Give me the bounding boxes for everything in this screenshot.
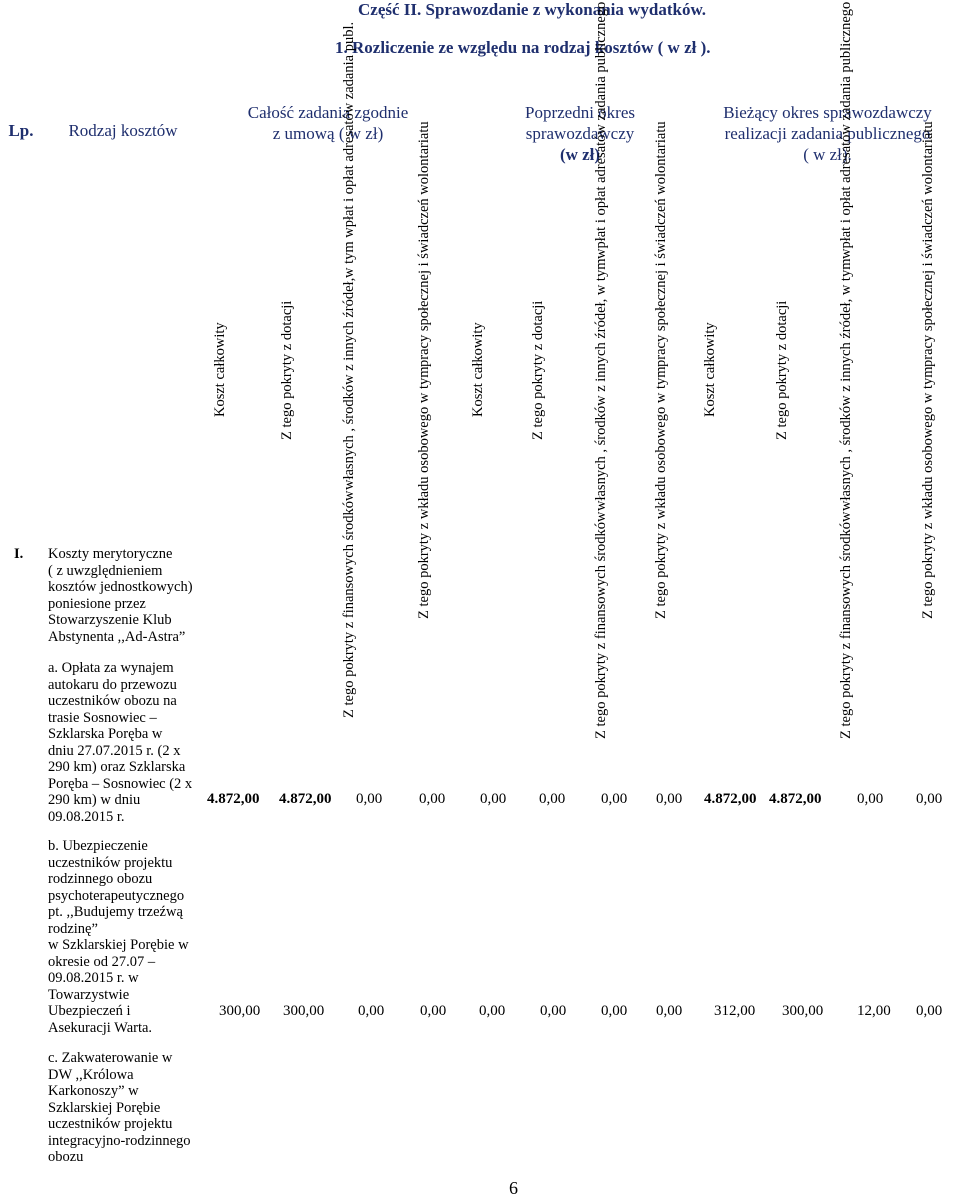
column-header-line: wpłat i opłat adresatów zadania publicznego <box>838 1 854 259</box>
row-b-value: 0,00 <box>601 1003 628 1019</box>
row-a-line: 290 km) w dniu <box>48 792 141 808</box>
header-poprzedni-line: (w zł) <box>559 145 601 164</box>
page-number: 6 <box>509 1178 518 1198</box>
column-header <box>593 1 609 739</box>
header-biezacy <box>700 102 955 165</box>
row-a-line: uczestników obozu na <box>48 693 177 709</box>
column-header-line: w tym wpłat i opłat adresatów zadania publ. <box>341 22 357 279</box>
row-a-value: 4.872,00 <box>704 791 757 807</box>
header-poprzedni-line: Poprzedni okres <box>524 103 635 122</box>
column-header <box>470 222 486 518</box>
column-header <box>774 222 790 518</box>
row-b-line: pt. ,,Budujemy trzeźwą <box>48 904 183 920</box>
row-b-line: Asekuracji Warta. <box>48 1019 153 1036</box>
column-header-line: własnych , środków z innych źródeł, <box>341 278 357 491</box>
column-header <box>416 120 432 620</box>
row-a-line: trasie Sosnowiec – <box>48 709 157 726</box>
column-header-line: Z tego pokryty z wkładu osobowego w tym <box>920 366 936 620</box>
column-header-line: Koszt całkowity <box>212 322 228 418</box>
row-b-line: rodzinę” <box>48 920 98 937</box>
column-header-line: pracy społecznej i świadczeń wolontariatu <box>653 120 669 367</box>
row-a-value: 0,00 <box>857 791 884 807</box>
section-description <box>48 546 208 645</box>
section-line: poniesione przez <box>48 595 146 612</box>
row-a-value: 0,00 <box>419 791 446 807</box>
row-a-value: 0,00 <box>916 791 943 807</box>
row-b-line: 09.08.2015 r. w <box>48 970 139 986</box>
column-header-line: Koszt całkowity <box>702 322 718 418</box>
row-a-line: a. Opłata za wynajem <box>48 660 174 676</box>
row-b-value: 0,00 <box>479 1003 506 1019</box>
row-a-value: 4.872,00 <box>769 791 822 807</box>
column-header <box>341 22 357 718</box>
row-a-line: Poręba – Sosnowiec (2 x <box>48 775 193 792</box>
header-biezacy-line: ( w zł). <box>803 145 852 164</box>
column-header-line: Z tego pokryty z dotacji <box>530 300 546 440</box>
row-a-value: 0,00 <box>356 791 383 807</box>
column-header <box>702 222 718 518</box>
row-a-value: 0,00 <box>480 791 507 807</box>
row-b-line: uczestników projektu <box>48 854 173 871</box>
section-subtitle: 1. Rozliczenie ze względu na rodzaj kosztów ( w zł ). <box>335 38 711 57</box>
section-line: Stowarzyszenie Klub <box>48 612 172 628</box>
header-poprzedni-line: sprawozdawczy <box>525 124 635 143</box>
column-header <box>279 222 295 518</box>
column-header <box>838 1 854 739</box>
row-c-line: DW ,,Królowa <box>48 1066 134 1083</box>
column-header-line: własnych , środków z innych źródeł, w tym <box>593 258 609 512</box>
row-b-value: 300,00 <box>283 1003 325 1019</box>
column-header-line: pracy społecznej i świadczeń wolontariatu <box>920 120 936 367</box>
row-b-line: psychoterapeutycznego <box>48 887 185 904</box>
column-header-line: Koszt całkowity <box>470 322 486 418</box>
section-lp: I. <box>14 546 24 562</box>
row-a-line: autokaru do przewozu <box>48 676 177 693</box>
header-calosc <box>208 102 448 144</box>
row-c-line: Karkonoszy” w <box>48 1083 139 1099</box>
row-b-line: rodzinnego obozu <box>48 871 153 887</box>
row-a-line: dniu 27.07.2015 r. (2 x <box>48 742 181 759</box>
row-b-line: okresie od 27.07 – <box>48 953 156 970</box>
row-b-line: b. Ubezpieczenie <box>48 838 148 854</box>
header-rodzaj: Rodzaj kosztów <box>68 121 178 140</box>
row-b-line: Towarzystwie <box>48 986 130 1003</box>
row-c-line: uczestników projektu <box>48 1116 173 1132</box>
row-b-value: 0,00 <box>916 1003 943 1019</box>
column-header <box>530 222 546 518</box>
section-line: ( z uwzględnieniem <box>48 562 163 579</box>
section-line: Abstynenta ,,Ad-Astra” <box>48 628 186 645</box>
page-title: Część II. Sprawozdanie z wykonania wydatków. <box>358 0 707 19</box>
row-c-line: Szklarskiej Porębie <box>48 1099 161 1116</box>
column-header-line: wpłat i opłat adresatów zadania publicznego <box>593 1 609 259</box>
column-header-line: Z tego pokryty z dotacji <box>774 300 790 440</box>
column-header-line: własnych , środków z innych źródeł, w tym <box>838 258 854 512</box>
row-c-line: c. Zakwaterowanie w <box>48 1050 173 1066</box>
row-b-description <box>48 838 210 1036</box>
row-a-line: 290 km) oraz Szklarska <box>48 759 186 775</box>
header-biezacy-line: realizacji zadania publicznego <box>724 124 931 143</box>
row-b-value: 0,00 <box>358 1003 385 1019</box>
row-a-line: Szklarska Poręba w <box>48 726 163 742</box>
header-calosc-line: z umową ( w zł) <box>272 124 384 143</box>
column-header-line: Z tego pokryty z wkładu osobowego w tym <box>416 366 432 620</box>
row-b-line: w Szklarskiej Porębie w <box>48 937 189 953</box>
column-header-line: Z tego pokryty z finansowych środków <box>838 511 854 739</box>
row-b-value: 300,00 <box>219 1003 261 1019</box>
row-b-value: 0,00 <box>420 1003 447 1019</box>
row-c-line: obozu <box>48 1149 84 1165</box>
column-header <box>920 120 936 620</box>
row-a-value: 4.872,00 <box>207 791 260 807</box>
header-calosc-line: Całość zadania zgodnie <box>247 103 409 122</box>
section-line: Koszty merytoryczne <box>48 546 173 562</box>
column-header-line: Z tego pokryty z wkładu osobowego w tym <box>653 366 669 620</box>
column-header-line: Z tego pokryty z dotacji <box>279 300 295 440</box>
row-a-value: 0,00 <box>601 791 628 807</box>
row-c-description <box>48 1050 210 1166</box>
column-header-line: Z tego pokryty z finansowych środków <box>593 511 609 739</box>
header-biezacy-line: Bieżący okres sprawozdawczy <box>723 103 932 122</box>
section-line: kosztów jednostkowych) <box>48 579 193 595</box>
row-a-line: 09.08.2015 r. <box>48 808 125 825</box>
row-b-value: 300,00 <box>782 1003 824 1019</box>
row-a-value: 4.872,00 <box>279 791 332 807</box>
column-header-line: pracy społecznej i świadczeń wolontariatu <box>416 120 432 367</box>
row-b-value: 0,00 <box>656 1003 683 1019</box>
row-c-line: integracyjno-rodzinnego <box>48 1132 191 1149</box>
header-lp: Lp. <box>8 121 34 140</box>
row-a-description <box>48 660 210 825</box>
row-a-value: 0,00 <box>656 791 683 807</box>
row-b-value: 12,00 <box>857 1003 891 1019</box>
row-b-line: Ubezpieczeń i <box>48 1003 131 1019</box>
row-a-value: 0,00 <box>539 791 566 807</box>
column-header <box>653 120 669 620</box>
row-b-value: 0,00 <box>540 1003 567 1019</box>
column-header <box>212 222 228 518</box>
row-b-value: 312,00 <box>714 1003 756 1019</box>
column-header-line: Z tego pokryty z finansowych środków <box>341 490 357 718</box>
